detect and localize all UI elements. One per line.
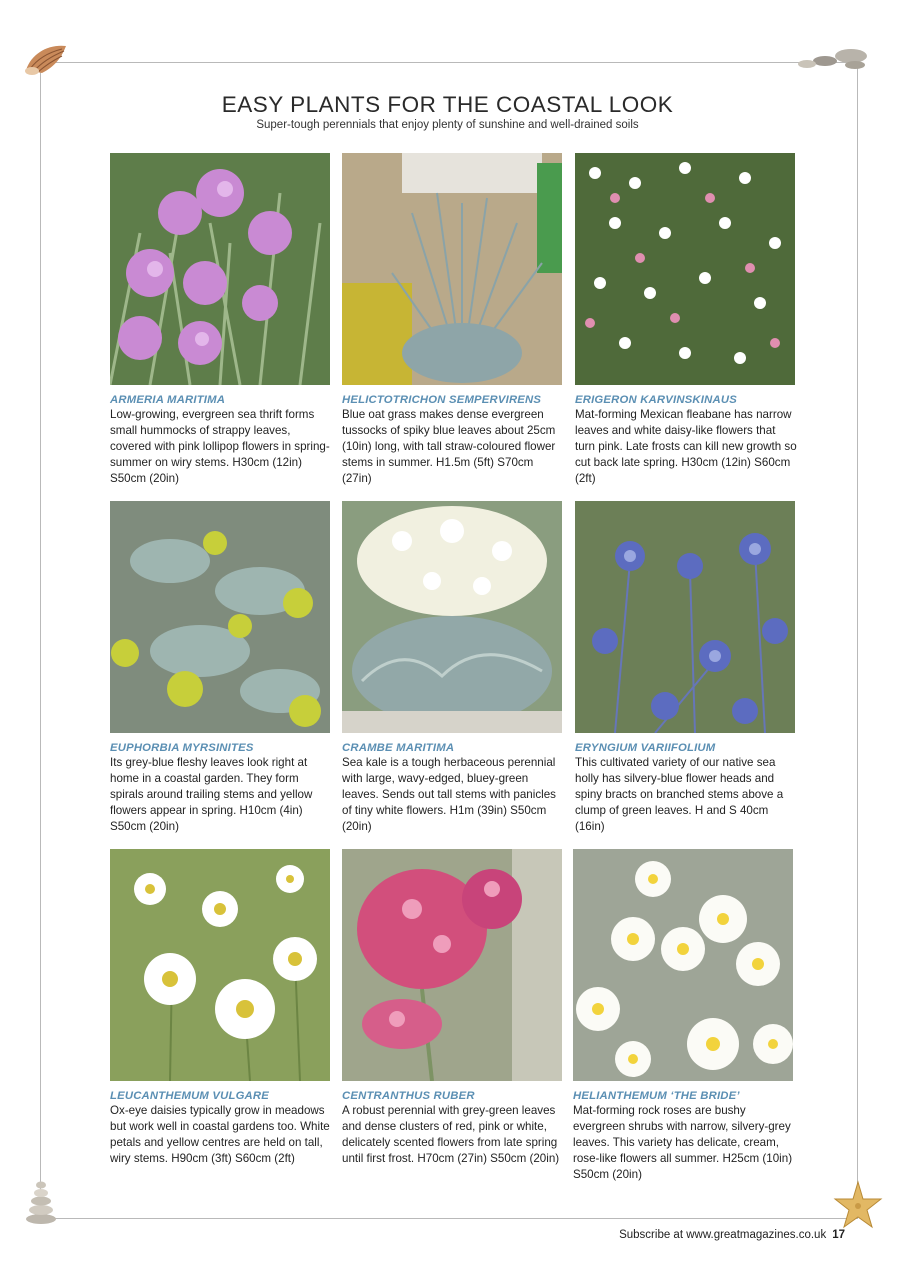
helictotrichon-photo xyxy=(342,153,562,385)
pebbles-icon xyxy=(795,46,870,72)
plant-description: Blue oat grass makes dense evergreen tussocks of spiky blue leaves about 25cm (10in) long, with tall straw-coloured flower stems in summer. H1.5m (5ft) S70cm (27in) xyxy=(342,408,556,485)
subscribe-link[interactable]: Subscribe at www.greatmagazines.co.uk xyxy=(619,1229,827,1241)
plant-name: HELICTOTRICHON SEMPERVIRENS xyxy=(342,394,542,406)
page-number: 17 xyxy=(832,1229,845,1241)
helianthemum-photo xyxy=(573,849,793,1081)
crambe-photo xyxy=(342,501,562,733)
plant-card xyxy=(342,153,564,487)
plant-description: Mat-forming rock roses are bushy evergreen shrubs with narrow, silvery-grey leaves. This variety has delicate, cream, rose-like flowers all summer. H25cm (10in) S50cm (20in) xyxy=(573,1104,793,1181)
plant-description: Low-growing, evergreen sea thrift forms small hummocks of strappy leaves, covered with pink lollipop flowers in spring-summer on wiry stems. H30cm (12in) S50cm (20in) xyxy=(110,408,330,485)
plant-name: LEUCANTHEMUM VULGARE xyxy=(110,1090,270,1102)
plant-description: Sea kale is a tough herbaceous perennial with large, wavy-edged, bluey-green leaves. Sends out tall stems with panicles of tiny white flowers. H1m (39in) S50cm (20in) xyxy=(342,756,556,833)
plant-name: CENTRANTHUS RUBER xyxy=(342,1090,475,1102)
plant-card xyxy=(110,849,332,1167)
erigeron-photo xyxy=(575,153,795,385)
starfish-icon xyxy=(832,1180,884,1230)
plant-description: Its grey-blue fleshy leaves look right at home in a coastal garden. They form spirals around trailing stems and yellow flowers appear in spring. H10cm (4in) S50cm (20in) xyxy=(110,756,313,833)
plant-name: ERIGERON KARVINSKINAUS xyxy=(575,394,737,406)
plant-name: EUPHORBIA MYRSINITES xyxy=(110,742,254,754)
seashell-icon xyxy=(22,40,70,78)
armeria-photo xyxy=(110,153,330,385)
plant-card xyxy=(575,153,797,487)
plant-description: Mat-forming Mexican fleabane has narrow leaves and white daisy-like flowers that turn pink. Late frosts can kill new growth so cut back late spring. H30cm (12in) S60cm (2ft) xyxy=(575,408,797,485)
plant-card xyxy=(110,153,332,487)
eryngium-photo xyxy=(575,501,795,733)
plant-name: ARMERIA MARITIMA xyxy=(110,394,226,406)
page-footer xyxy=(619,1229,845,1241)
plant-card xyxy=(342,849,564,1167)
euphorbia-photo xyxy=(110,501,330,733)
plant-card xyxy=(342,501,564,835)
plant-description: Ox-eye daisies typically grow in meadows but work well in coastal gardens too. White petals and yellow centres are held on tall, wiry stems. H90cm (3ft) S60cm (2ft) xyxy=(110,1104,330,1165)
plant-description: This cultivated variety of our native sea holly has silvery-blue flower heads and spiny bracts on branched stems above a clump of green leaves. H and S 40cm (16in) xyxy=(575,756,784,833)
plant-name: HELIANTHEMUM ‘THE BRIDE’ xyxy=(573,1090,740,1102)
centranthus-photo xyxy=(342,849,562,1081)
page-title: EASY PLANTS FOR THE COASTAL LOOK xyxy=(221,92,674,117)
plant-card xyxy=(575,501,797,835)
plant-card xyxy=(110,501,332,835)
plant-card xyxy=(573,849,795,1183)
page-subtitle: Super-tough perennials that enjoy plenty of sunshine and well-drained soils xyxy=(256,119,639,131)
stacked-stones-icon xyxy=(24,1175,58,1225)
plant-description: A robust perennial with grey-green leaves and dense clusters of red, pink or white, delicately scented flowers from late spring until first frost. H70cm (27in) S50cm (20in) xyxy=(342,1104,560,1165)
leucanthemum-photo xyxy=(110,849,330,1081)
plant-name: ERYNGIUM VARIIFOLIUM xyxy=(575,742,716,754)
plant-name: CRAMBE MARITIMA xyxy=(342,742,455,754)
